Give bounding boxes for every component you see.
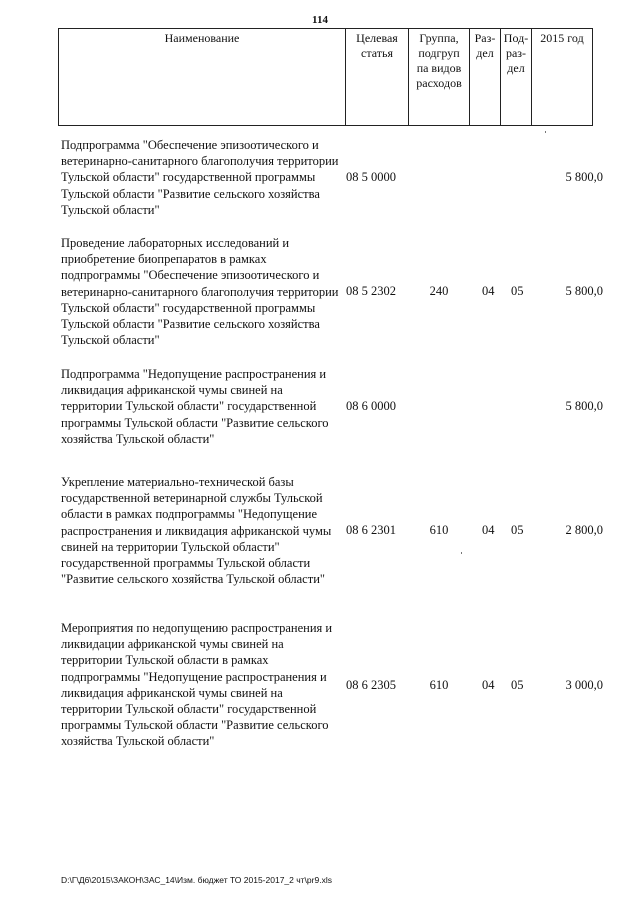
- row-name: Укрепление материально-технической базы государственной ветеринарной службы Тульской области в рамках подпрограммы "Недопущение распространения и ликвидация африканской чумы свиней на территории Тульской области" государственной программы Тульской области "Развитие сельского хозяйства Тульской области": [61, 475, 332, 587]
- header-target: [346, 29, 409, 126]
- header-year: 2015 год: [532, 29, 593, 126]
- scan-speck: [545, 131, 546, 133]
- row-name: Подпрограмма "Обеспечение эпизоотического и ветеринарно-санитарного благополучия территории Тульской области" государственной программы Тульской области "Развитие сельского хозяйства Тульской области": [61, 138, 339, 217]
- row-podrazdel: 05: [511, 523, 524, 537]
- header-group: [409, 29, 470, 126]
- header-podrazdel: [501, 29, 532, 126]
- row-name: Мероприятия по недопущению распространения и ликвидации африканской чумы свиней на территории Тульской области в рамках подпрограммы "Недопущение распространения и ликвидация африканской чумы свиней на территории Тульской области" государственной программы Тульской области "Развитие сельского хозяйства Тульской области": [61, 621, 333, 749]
- file-path-footer: D:\Г\Д6\2015\ЗАКОН\ЗАС_14\Изм. бюджет ТО 2015-2017_2 чт\pr9.xls: [61, 875, 332, 885]
- row-amount: 5 800,0: [565, 284, 603, 298]
- header-razdel: [470, 29, 501, 126]
- row-amount: 3 000,0: [565, 678, 603, 692]
- row-target: 08 5 2302: [346, 284, 396, 298]
- row-razdel: 04: [482, 678, 495, 692]
- scan-speck: [461, 552, 462, 554]
- row-podrazdel: 05: [511, 678, 524, 692]
- row-amount: 5 800,0: [565, 170, 603, 184]
- header-target-label: Целевая статья: [356, 31, 398, 60]
- header-group-label: Группа, подгруп па видов расходов: [416, 31, 462, 90]
- budget-table-header: [58, 28, 593, 126]
- row-target: 08 5 0000: [346, 170, 396, 184]
- row-target: 08 6 0000: [346, 399, 396, 413]
- row-name: Подпрограмма "Недопущение распространения и ликвидация африканской чумы свиней на территории Тульской области" государственной программы Тульской области "Развитие сельского хозяйства Тульской области": [61, 367, 329, 446]
- row-podrazdel: 05: [511, 284, 524, 298]
- header-name: Наименование: [59, 29, 346, 126]
- row-target: 08 6 2301: [346, 523, 396, 537]
- row-razdel: 04: [482, 284, 495, 298]
- header-razdel-label: Раз- дел: [474, 31, 496, 60]
- row-razdel: 04: [482, 523, 495, 537]
- page-number: 114: [312, 14, 328, 26]
- header-podrazdel-label: Под- раз- дел: [503, 31, 529, 75]
- row-amount: 5 800,0: [565, 399, 603, 413]
- row-target: 08 6 2305: [346, 678, 396, 692]
- row-name: Проведение лабораторных исследований и приобретение биопрепаратов в рамках подпрограммы "Обеспечение эпизоотического и ветеринарно-санитарного благополучия территории Тульской области" государственной программы Тульской области "Развитие сельского хозяйства Тульской области": [61, 236, 339, 348]
- row-amount: 2 800,0: [565, 523, 603, 537]
